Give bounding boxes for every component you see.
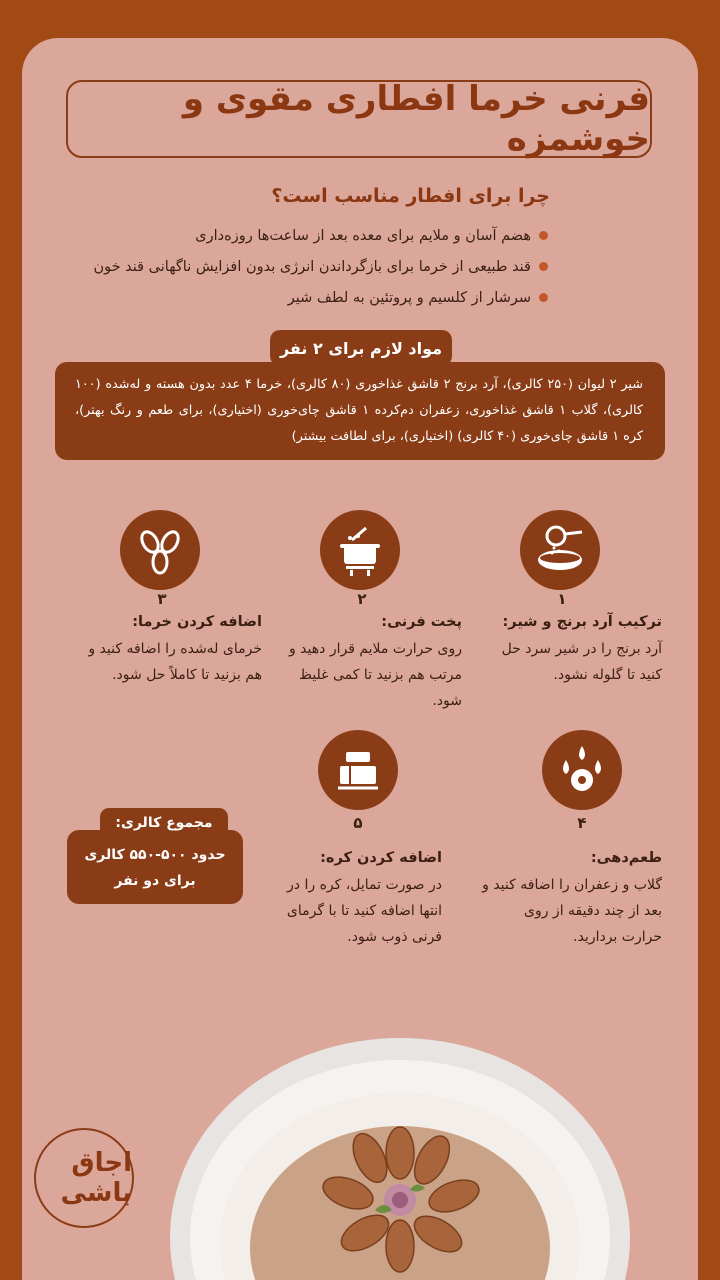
page-title: فرنی خرما افطاری مقوی و خوشمزه [182, 79, 650, 159]
ingredients-box [55, 362, 665, 460]
calories-label: مجموع کالری: [100, 808, 228, 838]
step-5-title: اضافه کردن کره: [320, 850, 442, 866]
step-1-number: ۱ [557, 590, 567, 608]
step-2-desc: روی حرارت ملایم قرار دهید و مرتب هم بزنید تا کمی غلیظ شود. [288, 641, 462, 709]
step-4 [482, 844, 662, 950]
logo [34, 1128, 134, 1228]
dates-icon [120, 510, 200, 590]
logo-text: اجاق باشی [60, 1148, 132, 1208]
why-item: قند طبیعی از خرما برای بازگرداندن انرژی بدون افزایش ناگهانی قند خون [93, 251, 548, 282]
step-4-title: طعم‌دهی: [590, 850, 662, 866]
step-2-number: ۲ [357, 590, 367, 608]
step-5-desc: در صورت تمایل، کره را در انتها اضافه کنید تا با گرمای فرنی ذوب شود. [286, 877, 442, 945]
flower-drops-icon [542, 730, 622, 810]
step-3-number: ۳ [157, 590, 167, 608]
butter-icon [318, 730, 398, 810]
step-1-title: ترکیب آرد برنج و شیر: [502, 614, 662, 630]
step-3 [82, 608, 262, 688]
calories-box [67, 830, 243, 904]
calories-value: حدود ۵۰۰-۵۵۰ کالری برای دو نفر [84, 847, 226, 889]
step-2-title: پخت فرنی: [381, 614, 462, 630]
step-3-title: اضافه کردن خرما: [132, 614, 262, 630]
step-5-number: ۵ [353, 814, 363, 832]
step-4-desc: گلاب و زعفران را اضافه کنید و بعد از چند دقیقه از روی حرارت بردارید. [482, 877, 662, 945]
sieve-bowl-icon [520, 510, 600, 590]
step-2 [282, 608, 462, 714]
why-heading: چرا برای افطار مناسب است؟ [271, 185, 550, 207]
cooking-pot-icon [320, 510, 400, 590]
infographic-card [22, 38, 698, 1280]
why-item: سرشار از کلسیم و پروتئین به لطف شیر [93, 282, 548, 313]
step-1 [482, 608, 662, 688]
step-3-desc: خرمای له‌شده را اضافه کنید و هم بزنید تا کاملاً حل شود. [88, 641, 262, 683]
step-4-number: ۴ [577, 814, 587, 832]
ingredients-label: مواد لازم برای ۲ نفر [270, 330, 452, 366]
title-frame [66, 80, 652, 158]
ingredients-text: شیر ۲ لیوان (۲۵۰ کالری)، آرد برنج ۲ قاشق غذاخوری (۸۰ کالری)، خرما ۴ عدد بدون هسته و له‌شده (۱۰۰ کالری)، گلاب ۱ قاشق غذاخوری، زعفران دم‌کرده ۱ قاشق چای‌خوری (اختیاری)، برای طعم و رنگ بهتر)، کره ۱ قاشق چای‌خوری (۴۰ کالری) (اختیاری)، برای لطافت بیشتر) [75, 377, 644, 444]
why-item: هضم آسان و ملایم برای معده بعد از ساعت‌ها روزه‌داری [93, 220, 548, 251]
step-1-desc: آرد برنج را در شیر سرد حل کنید تا گلوله نشود. [501, 641, 662, 683]
why-list [93, 220, 548, 313]
firni-dish-image [170, 988, 650, 1280]
step-5 [262, 844, 442, 950]
